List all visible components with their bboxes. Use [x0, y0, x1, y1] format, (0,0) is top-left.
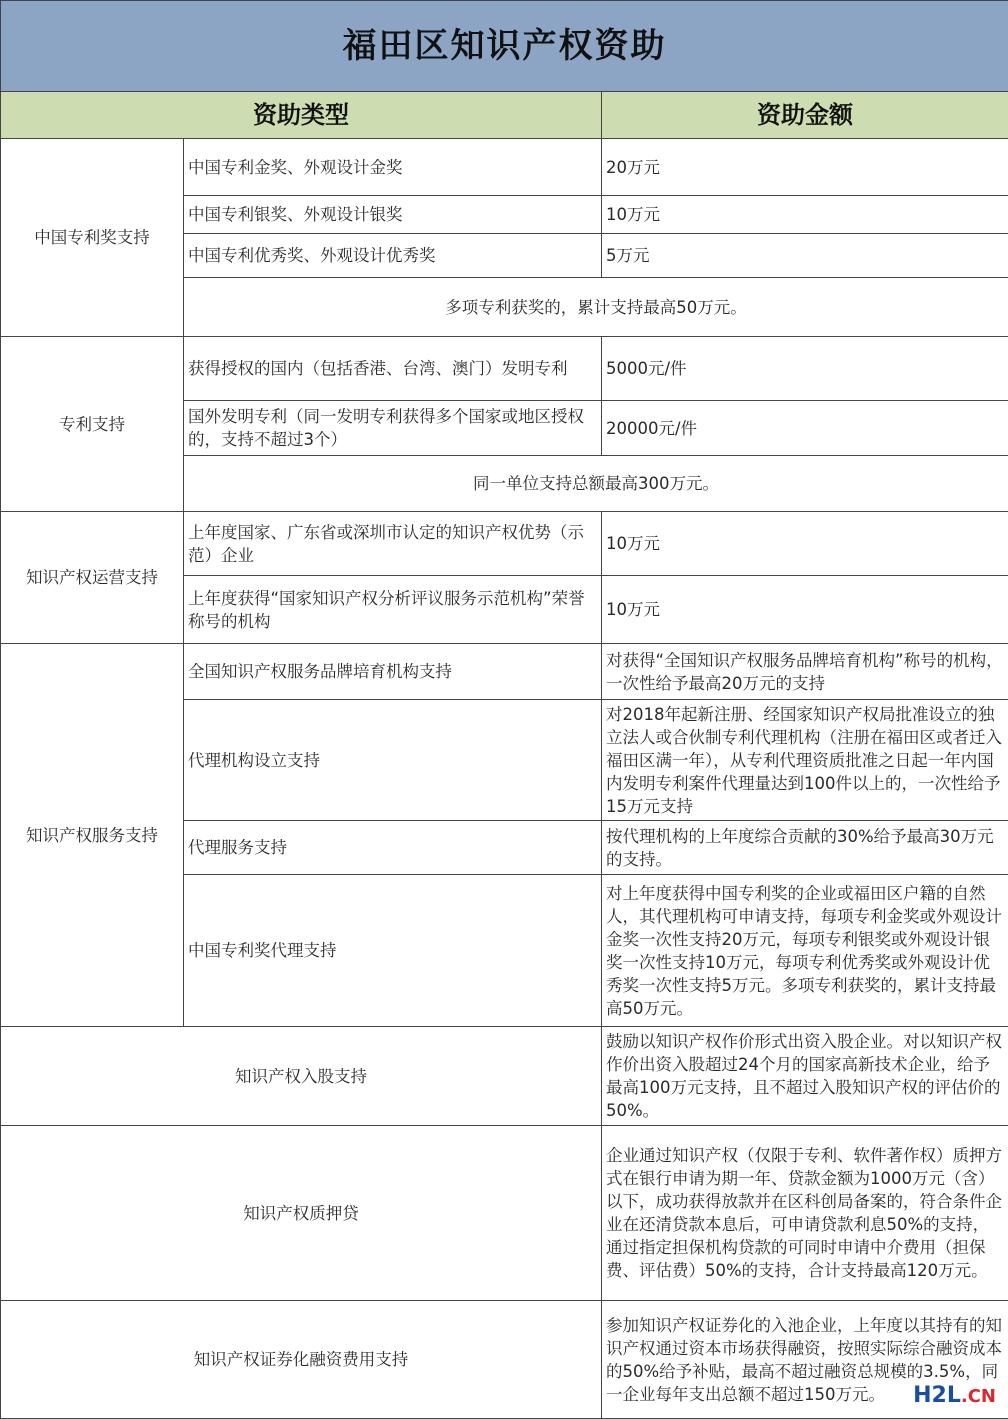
amount-cell: 10万元: [602, 512, 1008, 576]
item-cell: 代理服务支持: [184, 821, 602, 875]
amount-cell: 鼓励以知识产权作价形式出资入股企业。对以知识产权作价出资入股超过24个月的国家高新技术企业，给予最高100万元支持，且不超过入股知识产权的评估价的50%。: [602, 1027, 1008, 1126]
watermark-suffix: .CN: [961, 1386, 996, 1407]
amount-cell: 企业通过知识产权（仅限于专利、软件著作权）质押方式在银行申请为期一年、贷款金额为1000万元（含）以下，成功获得放款并在区科创局备案的，符合条件企业在还清贷款本息后，可申请贷款利息50%的支持，通过指定担保机构贷款的可同时申请中介费用（担保费、评估费）50%的支持，合计支持最高120万元。: [602, 1126, 1008, 1301]
amount-cell: 对上年度获得中国专利奖的企业或福田区户籍的自然人，其代理机构可申请支持，每项专利金奖或外观设计金奖一次性支持20万元，每项专利银奖或外观设计银奖一次性支持10万元，每项专利优秀奖或外观设计优秀奖一次性支持5万元。多项专利获奖的，累计支持最高50万元。: [602, 875, 1008, 1027]
amount-cell: 10万元: [602, 576, 1008, 644]
header-type: 资助类型: [1, 92, 602, 139]
item-cell: 中国专利优秀奖、外观设计优秀奖: [184, 234, 602, 278]
item-cell: 国外发明专利（同一发明专利获得多个国家或地区授权的，支持不超过3个）: [184, 401, 602, 456]
amount-cell: 5000元/件: [602, 337, 1008, 401]
item-cell: 代理机构设立支持: [184, 700, 602, 821]
item-cell: 全国知识产权服务品牌培育机构支持: [184, 644, 602, 700]
item-cell: 上年度获得“国家知识产权分析评议服务示范机构”荣誉称号的机构: [184, 576, 602, 644]
watermark-main: H2L: [913, 1383, 961, 1408]
watermark-logo: [913, 1385, 996, 1408]
category-operation: 知识产权运营支持: [1, 512, 184, 644]
header-amount: 资助金额: [602, 92, 1008, 139]
amount-cell: 对2018年起新注册、经国家知识产权局批准设立的独立法人或合伙制专利代理机构（注册在福田区或者迁入福田区满一年），从专利代理资质批准之日起一年内国内发明专利案件代理量达到100件以上的，一次性给予15万元支持: [602, 700, 1008, 821]
amount-cell: 5万元: [602, 234, 1008, 278]
item-cell: 中国专利金奖、外观设计金奖: [184, 139, 602, 196]
amount-cell: 按代理机构的上年度综合贡献的30%给予最高30万元的支持。: [602, 821, 1008, 875]
category-pledge: 知识产权质押贷: [1, 1126, 602, 1301]
amount-cell: 20000元/件: [602, 401, 1008, 456]
category-patent-award: 中国专利奖支持: [1, 139, 184, 337]
item-cell: 上年度国家、广东省或深圳市认定的知识产权优势（示范）企业: [184, 512, 602, 576]
category-equity: 知识产权入股支持: [1, 1027, 602, 1126]
note-cell: 同一单位支持总额最高300万元。: [184, 456, 1008, 512]
item-cell: 中国专利奖代理支持: [184, 875, 602, 1027]
note-cell: 多项专利获奖的，累计支持最高50万元。: [184, 278, 1008, 337]
category-service: 知识产权服务支持: [1, 644, 184, 1027]
amount-cell: 参加知识产权证券化的入池企业，上年度以其持有的知识产权通过资本市场获得融资，按照实际综合融资成本的50%给予补贴，最高不超过融资总规模的3.5%，同一企业每年支出总额不超过150万元。: [602, 1301, 1008, 1419]
item-cell: 获得授权的国内（包括香港、台湾、澳门）发明专利: [184, 337, 602, 401]
category-patent: 专利支持: [1, 337, 184, 512]
amount-cell: 10万元: [602, 196, 1008, 234]
amount-cell: 20万元: [602, 139, 1008, 196]
page-title: 福田区知识产权资助: [1, 1, 1008, 92]
amount-cell: 对获得“全国知识产权服务品牌培育机构”称号的机构，一次性给予最高20万元的支持: [602, 644, 1008, 700]
item-cell: 中国专利银奖、外观设计银奖: [184, 196, 602, 234]
category-securitization: 知识产权证券化融资费用支持: [1, 1301, 602, 1419]
